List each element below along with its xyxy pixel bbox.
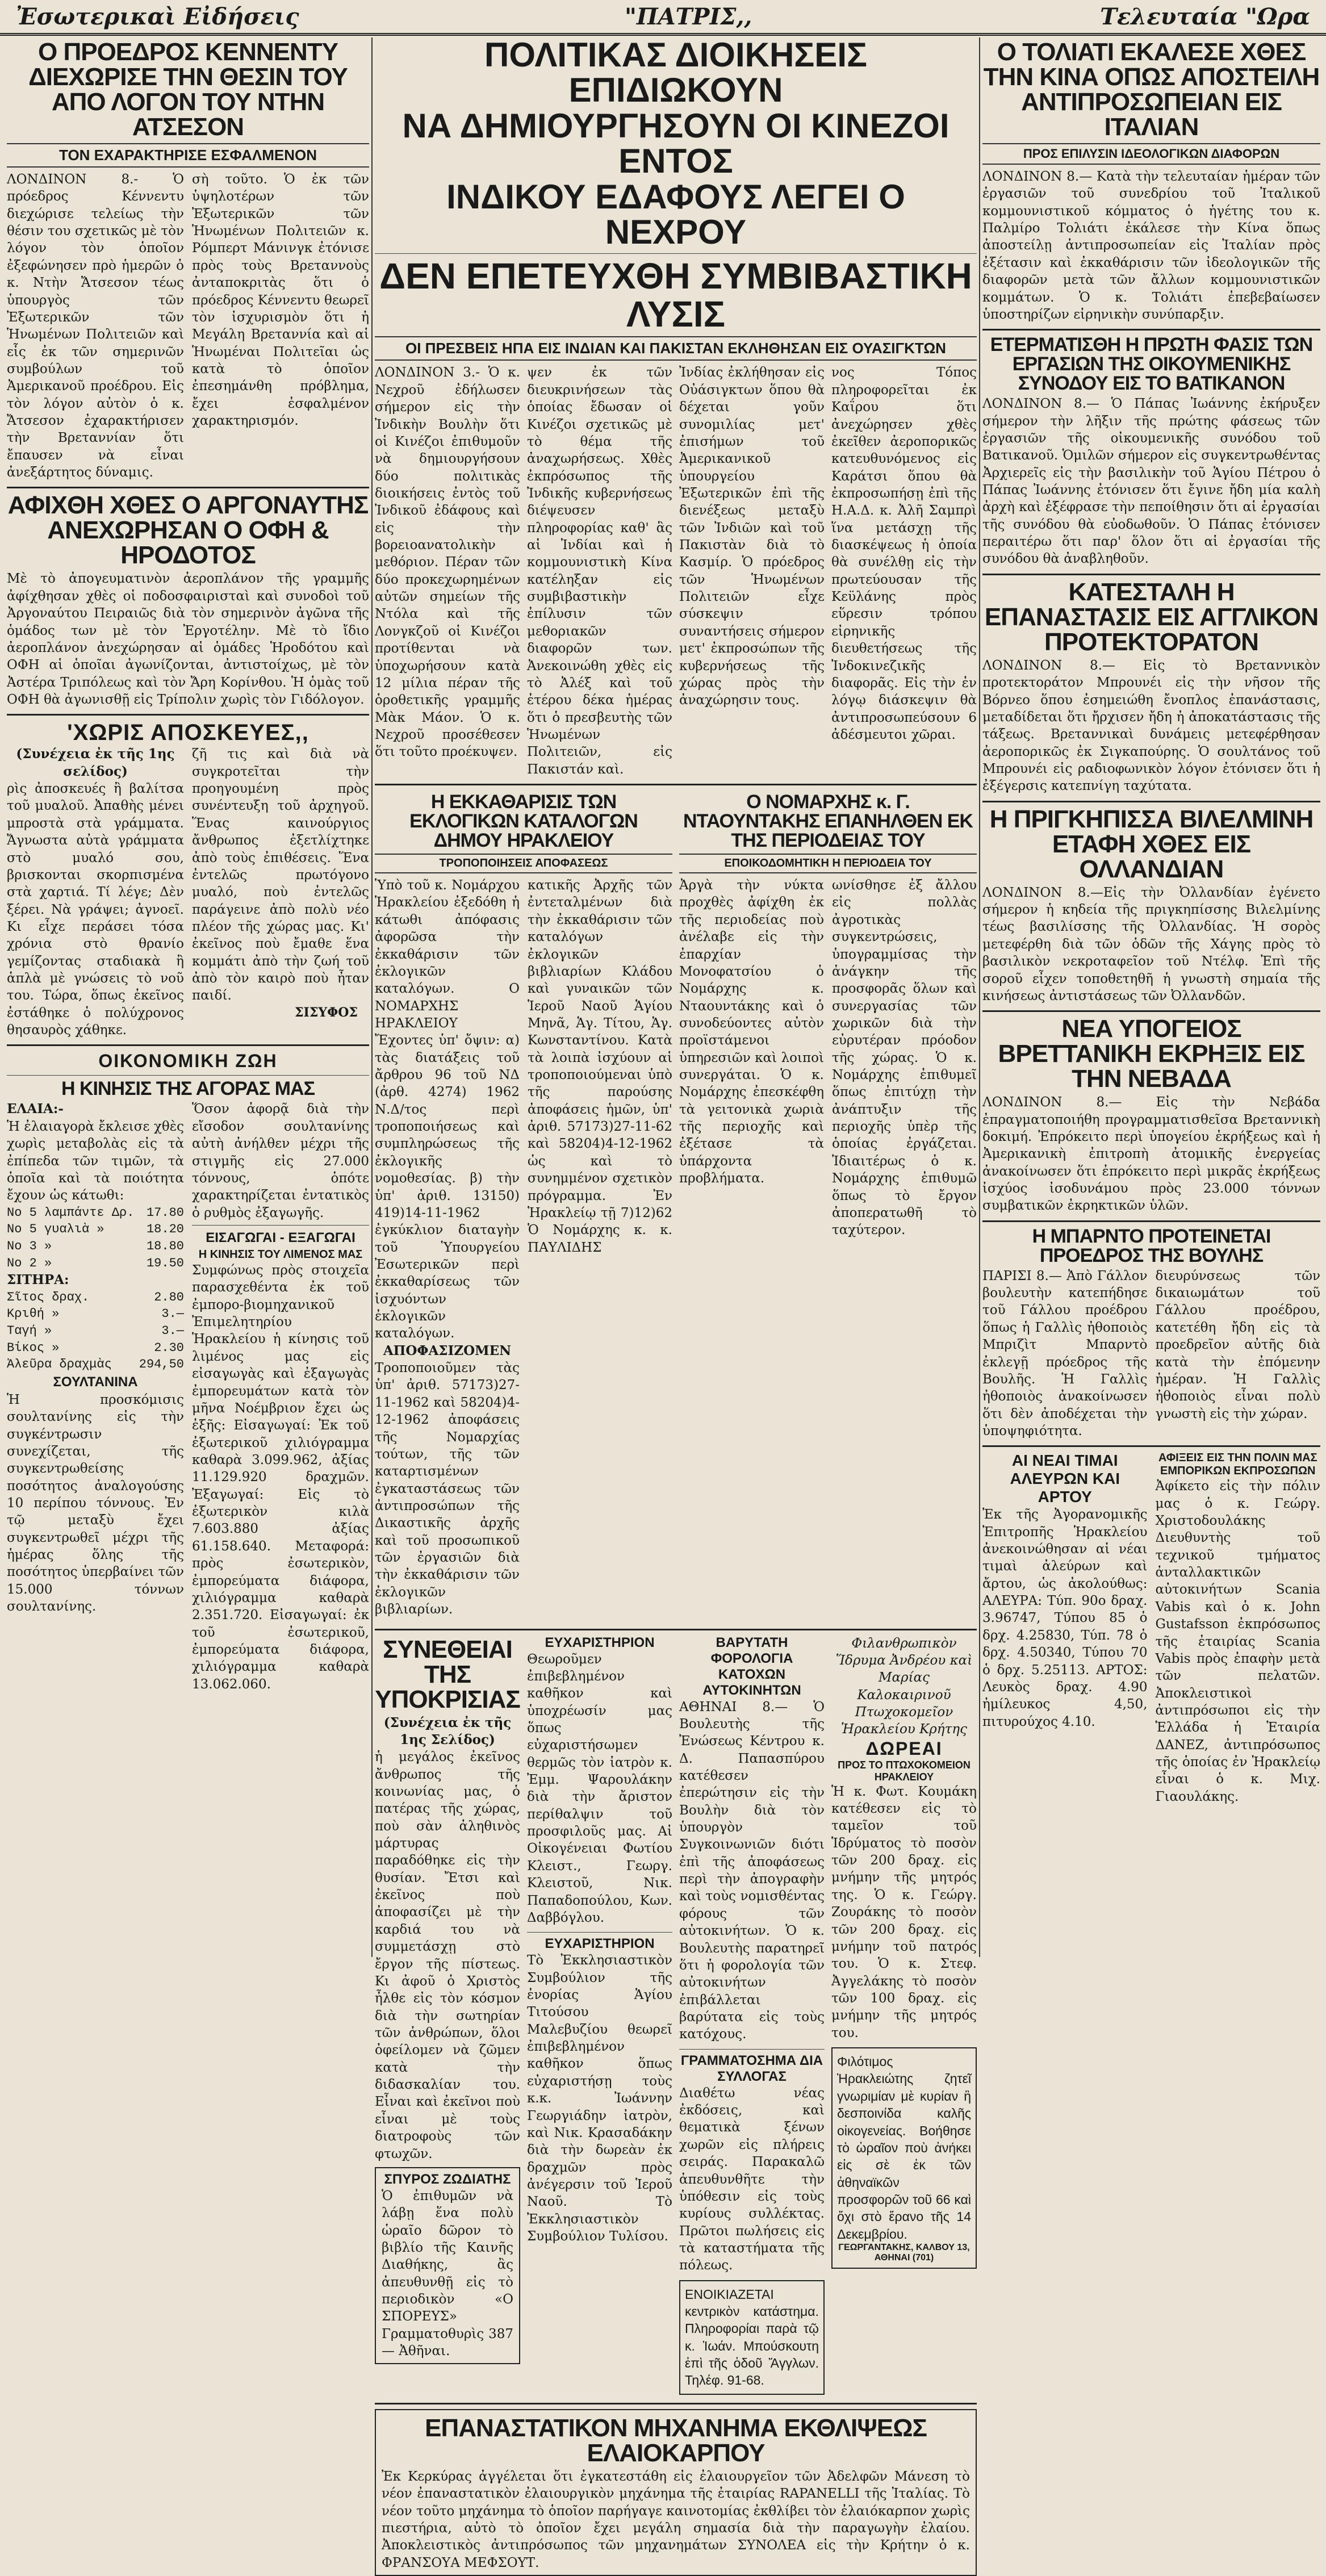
protektoraton-text: ΛΟΝΔΙΝΟΝ 8.— Εἰς τὸ Βρεταννικὸν προτεκτοράτον Μπρουνέι εἰς τὴν νῆσον τῆς Βόρνεο ὅπου ἐσημειώθη ἔνοπλος ἐπανάστασις, μεταδίδεται ὅτι ἤρχισεν ἤδη ἡ ἀποκατάστασις τῆς τάξεως. Βρεταννικαὶ δυνάμεις μετεφέρθησαν ἀεροπορικῶς ἐκ Σιγκαπούρης. Ὁ σουλτάνος τοῦ Μπρουνέι εἰς ραδιοφωνικὸν λόγον ἐτόνισεν ὅτι ἡ ἐξέγερσις κατεπνίγη ταχύτατα. [982, 658, 1320, 794]
article-ekkatharisis [375, 790, 672, 1618]
ekkatharisis-text-a: Ὑπὸ τοῦ κ. Νομάρχου Ἡρακλείου ἐξεδόθη ἡ κάτωθι ἀπόφασις ἀφορῶσα τὴν ἐκκαθάρισιν τῶν ἐκλογικῶν καταλόγων. Ο ΝΟΜΑΡΧΗΣ ΗΡΑΚΛΕΙΟΥ Ἔχοντες ὑπ' ὄψιν: α) τὰς διατάξεις τοῦ ἄρθρου 96 τοῦ ΝΔ (ἀρθ. 4274) 1962 Ν.Δ/τος περὶ τροποποιήσεως καὶ συμπληρώσεως τῆς ἐκλογικῆς νομοθεσίας. β) τὴν ὑπ' ἀριθ. 13150) 419)14-11-1962 ἐγκύκλιον διαταγὴν τοῦ Ὑπουργείου Ἐσωτερικῶν περὶ ἐκκαθαρίσεως τῶν ἰσχυόντων ἐκλογικῶν καταλόγων. [375, 878, 520, 1341]
banner-line-2: ΝΑ ΔΗΜΙΟΥΡΓΗΣΟΥΝ ΟΙ ΚΙΝΕΖΟΙ ΕΝΤΟΣ [402, 106, 949, 181]
price-row: Νο 5 γυαλιὰ » 18.20 [7, 1222, 184, 1237]
headline-protektoraton: ΚΑΤΕΣΤΑΛΗ Η ΕΠΑΝΑΣΤΑΣΙΣ ΕΙΣ ΑΓΓΛΙΚΟΝ ΠΡΟΤΕΚΤΟΡΑΤΟΝ [984, 578, 1319, 656]
xoris-text-a: ρὶς ἀποσκευές ἢ βαλίτσα τοῦ μυαλοῦ. Ἀπαθὴς μένει μπροστὰ στὰ γράμματα. Ἄγνωστα αὐτὰ γράμματα στὸ μυαλό σου, βρισκονται σκορπισμένα στὰ χαρτιά. Τί λέγε; Δὲν ξέρει. Νὰ γράψει; ἀγνοεῖ. Κι εἶχε περάσει τόσα χρόνια στὸ θρανίο γεμίζοντας σταδιακὰ ἢ ἁπλὰ μὲ γνώσεις τὸ νοῦ του. Τώρα, ὅπως ἐκεῖνος ἐστάθηκε ὁ πολύχρονος θησαυρὸς χάθηκε. [7, 781, 184, 1038]
article-synetheiai [375, 1637, 520, 2365]
varytati-text: ΑΘΗΝΑΙ 8.— Ὁ Βουλευτὴς τῆς Ἐνώσεως Κέντρου κ. Δ. Παπασπύρου κατέθεσεν ἐπερώτησιν εἰς τὴν Βουλὴν διὰ τὸν ὑπουργὸν Συγκοινωνιῶν διότι ἐπὶ τῆς ἀποφάσεως περὶ τὴν ἀπογραφὴν καὶ τοὺς νομισθέντας φόρους τῶν αὐτοκινήτων. Ὁ κ. Βουλευτὴς παρατηρεῖ ὅτι ἡ φορολογία τῶν αὐτοκινήτων ἐπιβάλλεται βαρύτατα εἰς τοὺς κατόχους. [679, 1699, 825, 2042]
article-economy [7, 1051, 369, 1693]
article-kennedy [7, 40, 369, 481]
banner-line-4: ΔΕΝ ΕΠΕΤΕΥΧΘΗ ΣΥΜΒΙΒΑΣΤΙΚΗ ΛΥΣΙΣ [379, 256, 972, 334]
sitira-title: ΣΙΤΗΡΑ: [7, 1272, 69, 1288]
exag-sub: Η ΚΙΝΗΣΙΣ ΤΟΥ ΛΙΜΕΝΟΣ ΜΑΣ [198, 1248, 363, 1261]
headline-ekkatharisis: Η ΕΚΚΑΘΑΡΙΣΙΣ ΤΩΝ ΕΚΛΟΓΙΚΩΝ ΚΑΤΑΛΟΓΩΝ ΔΗΜΟΥ ΗΡΑΚΛΕΙΟΥ [409, 791, 638, 852]
column-divider-1 [371, 37, 373, 1957]
nehru-text-b: ψεν ἐκ τῶν διευκρινήσεων τὰς ὁποίας ἔδωσαν οἱ Κινέζοι σχετικῶς μὲ τὸ θέμα τῆς ἀναχωρήσεως. Χθὲς ἐκπρόσωπος τῆς Ἰνδικῆς κυβερνήσεως διέψευσεν πληροφορίας καθ' ἃς αἱ Ἰνδίαι καὶ ἡ κομμουνιστικὴ Κίνα κατέληξαν εἰς συμβιβαστικὴν ἐπίλυσιν τῶν μεθοριακῶν διαφορῶν των. Ἀνεκοινώθη χθὲς εἰς τὸ Ἀλέξ καὶ τοῦ ἐτέρου δέκα ἡμέρας ὅτι ὁ πρεσβευτὴς τῶν Ἡνωμένων Πολιτειῶν, εἰς Πακιστάν καὶ. [527, 365, 672, 777]
oson-text: Ὅσον ἀφορᾷ διὰ τὴν εἴσοδον σουλτανίνης αὐτὴ ἀνήλθεν μέχρι τῆς στιγμῆς εἰς 27.000 τόννους, ὁπότε χαρακτηρίζεται ἐντατικὸς ὁ ρυθμὸς ἐξαγωγῆς. [192, 1102, 369, 1220]
price-row: Σῖτος δραχ. 2.80 [7, 1290, 184, 1304]
synetheiai-note: (Συνέχεια ἐκ τῆς 1ης Σελίδος) [383, 1714, 512, 1747]
subhead-nehru: ΟΙ ΠΡΕΣΒΕΙΣ ΗΠΑ ΕΙΣ ΙΝΔΙΑΝ ΚΑΙ ΠΑΚΙΣΤΑΝ ΕΚΛΗΘΗΣΑΝ ΕΙΣ ΟΥΑΣΙΓΚΤΩΝ [375, 336, 977, 361]
ekkatharisis-text-c: κατικῆς Ἀρχῆς τῶν ἐντεταλμένων διὰ τὴν ἐκκαθάρισιν τῶν καταλόγων ἐκλογικῶν βιβλιαρίων Κλάδου καὶ γυναικῶν τῶν Ἱεροῦ Ναοῦ Ἁγίου Μηνᾶ, Ἁγ. Τίτου, Ἁγ. Κωνσταντίνου. Κατὰ τὰ λοιπὰ ἰσχύουν αἱ τροποποιούμεναι ὑπὸ τῆς παρούσης ἀποφάσεις ἡμῶν, ὑπ' ἀριθ. 57173)27-11-62 καὶ 58204)4-12-1962 ὡς καὶ τὸ συνημμένον σχετικὸν πρόγραμμα. Ἐν Ἡρακλείῳ τῇ 7)12)62 Ὁ Νομάρχης κ. κ. ΠΑΥΛΙΔΗΣ [528, 878, 672, 1255]
price-row: Βίκος » 2.30 [7, 1340, 184, 1355]
headline-evxaristirion-2: ΕΥΧΑΡΙΣΤΗΡΙΟΝ [545, 1936, 655, 1952]
banner-line-3: ΙΝΔΙΚΟΥ ΕΔΑΦΟΥΣ ΛΕΓΕΙ Ο ΝΕΧΡΟΥ [446, 177, 905, 251]
headline-dorea: ΔΩΡΕΑΙ [865, 1738, 943, 1759]
subhead-nomarxis: ΕΠΟΙΚΟΔΟΜΗΤΙΚΗ Η ΠΕΡΙΟΔΕΙΑ ΤΟΥ [679, 854, 977, 873]
apofasizomen: ΑΠΟΦΑΣΙΖΟΜΕΝ [383, 1343, 512, 1358]
article-evxaristirion-1 [527, 1635, 672, 1927]
article-evxaristirion-2 [527, 1936, 672, 2245]
headline-nevada: ΝΕΑ ΥΠΟΓΕΙΟΣ ΒΡΕΤΤΑΝΙΚΗ ΕΚΡΗΞΙΣ ΕΙΣ ΤΗΝ ΝΕΒΑΔΑ [998, 1015, 1305, 1093]
article-mparnto [982, 1227, 1320, 1440]
mparnto-text-b: διευρύνσεως τῶν δικαιωμάτων τοῦ Γάλλου προέδρου, κατετέθη ἤδη εἰς τὰ προεδρεῖον αὐτῆς διὰ κατὰ τὴν ἐπόμενην ἡμέραν. Ἡ Γαλλὶς ἠθοποιὸς εἶναι πολὺ γνωστὴ εἰς τὴν χώραν. [1155, 1268, 1320, 1421]
aleyron-text: Ἐκ τῆς Ἀγορανομικῆς Ἐπιτροπῆς Ἡρακλείου ἀνεκοινώθησαν αἱ νέαι τιμαὶ ἀλεύρων καὶ ἄρτου, ὡς ἀκολούθως: ΑΛΕΥΡΑ: Τύπ. 90ο δραχ. 3.96747, Τύπου 85 ὁ δρχ. 4.25830, Τύπ. 78 ὁ δρχ. 4.50340, Τύπου 70 ὁ δρχ. 5.25113. ΑΡΤΟΣ: Λευκὸς δραχ. 4.90 ἠμίλευκος 4,50, πιτυρούχος 4.10. [982, 1507, 1148, 1729]
article-grammatosima [679, 2053, 825, 2274]
elaia-title: ΕΛΑΙΑ:- [7, 1101, 64, 1117]
section-economy: ΟΙΚΟΝΟΜΙΚΗ ΖΩΗ [98, 1051, 278, 1072]
article-nevada [982, 1017, 1320, 1215]
section-label-domestic: Ἐσωτερικαὶ Εἰδήσεις [16, 3, 299, 30]
nehru-text-d: νος Τόπος πληροφορεῖται ἐκ Καΐρου ὅτι ἀνεχώρησεν χθὲς ἐκεῖθεν ἀεροπορικῶς κατευθυνόμενος εἰς Καράτσι ὅπου θὰ ἐκπροσωπήσῃ ἐπὶ τῆς Η.Α.Δ. κ. Ἀλῆ Σαμπρὶ ἵνα μετάσχῃ τῆς διασκέψεως ἡ ὁποία θὰ συνέλθῃ εἰς τὴν πρωτεύουσαν τῆς Κεϋλάνης πρὸς εὕρεσιν τρόπου εἰρηνικῆς διευθετήσεως τῆς Ἰνδοκινεζικῆς διαφορᾶς. Εἰς τὴν ἐν λόγῳ διάσκεψιν θὰ ἀντιπροσωπεύσουν 6 ἀδέσμευτοι χῶραι. [831, 365, 977, 742]
headline-togliatti: Ο ΤΟΛΙΑΤΙ ΕΚΑΛΕΣΕ ΧΘΕΣ ΤΗΝ ΚΙΝΑ ΟΠΩΣ ΑΠΟΣΤΕΙΛΗ ΑΝΤΙΠΡΟΣΩΠΕΙΑΝ ΕΙΣ ΙΤΑΛΙΑΝ [983, 38, 1320, 141]
ad-filotimo [831, 2047, 977, 2269]
article-vatikanon [982, 335, 1320, 568]
article-togliatti [982, 40, 1320, 323]
dorea-text: Ἡ κ. Φωτ. Κουμάκη κατέθεσεν εἰς τὸ ταμεῖον τοῦ Ἱδρύματος τὸ ποσὸν τῶν 200 δραχ. εἰς μνήμην τῆς μητρός της. Ὁ κ. Γεώργ. Ζουράκης τὸ ποσὸν τῶν 200 δραχ. εἰς μνήμην τοῦ πατρός του. Ὁ κ. Στεφ. Ἀγγελάκης τὸ ποσὸν τῶν 100 δραχ. εἰς μνήμην τῆς μητρός του. [831, 1784, 977, 2040]
exag-title: ΕΙΣΑΓΩΓΑΙ - ΕΞΑΓΩΓΑΙ [206, 1230, 355, 1245]
subhead-dorea: ΠΡΟΣ ΤΟ ΠΤΩΧΟΚΟΜΕΙΟΝ ΗΡΑΚΛΕΙΟΥ [838, 1759, 971, 1783]
xoris-text-b: ζῆ τις καὶ διὰ νὰ συγκροτεῖται τὴν προηγουμένη πρὸς συνέντευξη τοῦ ἀρχηγοῦ. Ἕνας καινούργιος ἄνθρωπος ἐξετλίχτηκε ἀπὸ τοὺς ἐπιθέσεις. Ἕνα ἐντελῶς πρωτόγονο μυαλό, ποὺ ἐντελῶς παράγεινε ἀπὸ πολὺ νέο πλέον τῆς χώρας μας. Κι' ἐκεῖνος ποὺ ἔμαθε ἕνα κομμάτι ἀπὸ τὴν ζωή τοῦ ἀπὸ τὸν καιρὸ ποὺ ἦταν παιδί. [192, 747, 369, 1003]
subhead-kennedy: ΤΟΝ ΕΧΑΡΑΚΤΗΡΙΣΕ ΕΣΦΑΛΜΕΝΟΝ [7, 143, 369, 168]
afixeis-text: Ἀφίκετο εἰς τὴν πόλιν μας ὁ κ. Γεώργ. Χριστοδουλάκης Διευθυντὴς τοῦ τεχνικοῦ τμήματος ἀνταλλακτικῶν αὐτοκινήτων Scania Vabis καὶ ὁ κ. John Gustafsson ἐκπρόσωπος τῆς ἐταιρίας Scania Vabis πρὸς ἐπαφὴν μετὰ τῶν πελατῶν. Ἀποκλειστικοὶ ἀντιπρόσωποι εἰς τὴν Ἑλλάδα ἡ Ἑταιρία ΔΑΝΕΖ, ἀντιπρόσωπος τῆς ὁποίας ἐν Ἡρακλείῳ εἶναι ὁ κ. Μιχ. Γιαουλάκης. [1155, 1479, 1320, 1804]
price-row: Νο 2 » 19.50 [7, 1256, 184, 1270]
banner-line-1: ΠΟΛΙΤΙΚΑΣ ΔΙΟΙΚΗΣΕΙΣ ΕΠΙΔΙΩΚΟΥΝ [484, 36, 867, 110]
aris-text: Μὲ τὸ ἀπογευματινὸν ἀεροπλάνον τῆς γραμμῆς ἀφίχθησαν χθὲς οἱ ποδοσφαιρισταὶ καὶ συνοδοὶ τοῦ Ἀργοναύτου Πειραιῶς διὰ τὸν σημερινὸν ἀγῶνα τῆς ὁμάδος των μὲ τὸν Ἐργοτέλην. Μὲ τὸ ἴδιο ἀεροπλάνον ἀνεχώρησαν αἱ ὁμάδες Ἡροδότου καὶ ΟΦΗ αἱ ὁποῖαι ἀγωνίζονται, ἀντιστοίχως, μὲ τὸν Ἀστέρα Τριπόλεως καὶ τὸν Ἄρη Κορίνθου. Ἡ ὁμὰς τοῦ ΟΦΗ θὰ ἀγωνισθῇ εἰς Τρίπολιν χωρὶς τὸν Γιδόλογον. [7, 571, 369, 707]
price-row: Νο 5 λαμπάντε Δρ. 17.80 [7, 1205, 184, 1220]
elaia-text: Ἡ ἐλαιαγορὰ ἔκλεισε χθὲς χωρὶς μεταβολὰς εἰς τὰ ἐπίπεδα τῶν τιμῶν, τὰ ὁποῖα καὶ τὰ ποιότητα ἔχουν ὡς κάτωθι: [7, 1119, 184, 1203]
evxaristirion-2-text: Τὸ Ἐκκλησιαστικὸν Συμβούλιον τῆς ἐνορίας Ἁγίου Τιτούσου Μαλεβυζίου θεωρεῖ ἐπιβεβλημένον καθῆκον ὅπως εὐχαριστήσῃ τοὺς κ.κ. Ἰωάννην Γεωργιάδην ἰατρὸν, καὶ Νικ. Κρασαδάκην διὰ τὴν δωρεὰν ἐκ δραχμῶν πρὸς ἀνέγερσιν τοῦ Ἱεροῦ Ναοῦ. Τὸ Ἐκκλησιαστικὸν Συμβούλιον Τυλίσου. [527, 1953, 672, 2244]
epanastatikon-text: Ἐκ Κερκύρας ἀγγέλεται ὅτι ἐγκατεστάθη εἰς ἐλαιουργεῖον τῶν Ἀδελφῶν Μάνεση τὸ νέον ἐπαναστατικὸν ἐλαιουργικὸν μηχάνημα τῆς ἐταιρίας RAPANELLI τῆς Ἰταλίας. Τὸ νέον τοῦτο μηχάνημα τὸ ὁποῖον παρήγαγε καινοτομίας ἐκθλίβει τὸν ἐλαιόκαρπον χωρὶς πιεστήρια, αὐτὸ τὸ ὁποῖον ἔχει μεγάλη σημασία διὰ τὴν παραγωγὴν ἐλαίου. Ἀποκλειστικὸς ἀντιπρόσωπος τῶν μηχανημάτων ΣΥΝΟΛΕΑ εἰς τὴν Κρήτην ὁ κ. ΦΡΑΝΣΟΥΑ ΜΕΦΣΟΥΤ. [382, 2469, 970, 2570]
headline-market: Η ΚΙΝΗΣΙΣ ΤΗΣ ΑΓΟΡΑΣ ΜΑΣ [61, 1078, 315, 1100]
article-afixeis [1156, 1452, 1321, 1805]
nehru-text-a: ΛΟΝΔΙΝΟΝ 3.- Ὁ κ. Νεχροῦ ἐδήλωσεν σήμερον εἰς τὴν Ἰνδικὴν Βουλὴν ὅτι οἱ Κινέζοι ἐπιθυμοῦν νὰ δημιουργήσουν δύο πολιτικὰς διοικήσεις ἐντὸς τοῦ Ἰνδικοῦ ἐδάφους καὶ εἰς τὴν βορειοανατολικὴν μεθόριον. Πέραν τῶν δύο προκεχωρημένων αὐτῶν σημείων τῆς Ντόλα καὶ τῆς Λονγκζοῦ οἱ Κινέζοι προτίθενται νὰ ὑποχωρήσουν κατὰ 12 μίλια πέραν τῆς ὁροθετικῆς γραμμῆς Μὰκ Μάον. Ὁ κ. Νεχροῦ προσέθεσεν ὅτι τοῦτο προέκυψεν. [375, 365, 520, 760]
spiros-title: ΣΠΥΡΟΣ ΖΩΔΙΑΤΗΣ [384, 2171, 511, 2187]
article-nomarxis [679, 790, 977, 1618]
ad-enoikiazetai [679, 2280, 825, 2395]
article-epanastatikon [375, 2409, 977, 2576]
nevada-text: ΛΟΝΔΙΝΟΝ 8.— Εἰς τὴν Νεβάδα ἐπραγματοποιήθη προγραμματισθεῖσα Βρεταννικὴ δοκιμή. Ἐπρόκειτο περὶ ὑπογείου ἐκρήξεως καὶ ἡ Ἀμερικανικὴ ἐπιτροπὴ ἀτομικῆς ἐνεργείας ἀνακοίνωσεν ὅτι ἐπρόκειτο περὶ μικρᾶς ἐκρήξεως ἰσχύος ἰσοδυνάμου πρὸς 23.000 τόννων συμβατικῶν ἐκρηκτικῶν ὑλῶν. [982, 1095, 1320, 1214]
column-left [7, 37, 369, 1957]
price-row: Ταγή » 3.— [7, 1324, 184, 1339]
synetheiai-text: ἡ μεγάλος ἐκεῖνος ἄνθρωπος τῆς κοινωνίας μας, ὁ πατέρας τῆς χώρας, ποὺ σὰν ἀληθινὸς μάρτυρας παραδόθηκε εἰς τὴν θυσίαν. Ἔτσι καὶ ἐκεῖνος ποὺ ἀποφασίζει μὲ τὴν καρδιά του νὰ συμμετάσχῃ στὸ ἔργον τῆς πίστεως. Κι ἀφοῦ ὁ Χριστὸς ἦλθε εἰς τὸν κόσμον διὰ τὴν σωτηρίαν τῶν ἀνθρώπων, ὅλοι ὀφείλομεν νὰ ζῶμεν κατὰ τὴν διδασκαλίαν του. Εἶναι καὶ ἐκεῖνοι ποὺ εἶναι μὲ τοὺς διατροφοὺς τῶν φτωχῶν. [375, 1750, 520, 2161]
evxaristirion-1-text: Θεωροῦμεν ἐπιβεβλημένον καθῆκον καὶ ὑποχρέωσίν μας ὅπως εὐχαριστήσωμεν θερμῶς τὸν ἰατρὸν κ. Ἐμμ. Ψαρουλάκην διὰ τὴν ἄριστον περίθαλψιν τοῦ προσφιλοῦς μας. Αἱ Οἰκογένειαι Φωτίου Κλειστ., Γεωργ. Κλειστοῦ, Νικ. Παπαδοπούλου, Κων. Δαββόγλου. [527, 1651, 672, 1925]
newspaper-title: "ΠΑΤΡΙΣ,, [625, 3, 752, 30]
headline-epanastatikon: ΕΠΑΝΑΣΤΑΤΙΚΟΝ ΜΗΧΑΝΗΜΑ ΕΚΘΛΙΨΕΩΣ ΕΛΑΙΟΚΑΡΠΟΥ [425, 2414, 927, 2467]
column-divider-2 [979, 37, 980, 1957]
nehru-text-c: Ἰνδίας ἐκλήθησαν εἰς Οὐάσιγκτων ὅπου θὰ δέχεται γοῦν συνομιλίας μετ' ἐπισήμων τοῦ Ἀμερικανικοῦ ὑπουργείου Ἐξωτερικῶν ἐπὶ τῆς διενέξεως μεταξὺ τῶν Ἰνδιῶν καὶ τοῦ Πακιστὰν διὰ τὸ Κασμίρ. Ὁ πρόεδρος τῶν Ἡνωμένων Πολιτειῶν εἶχε σύσκεψιν συναντήσεις σήμερον μετ' ἐκπροσώπων τῆς κυβερνήσεως τῆς χώρας πρὸς τὴν ἀναχώρησιν τους. [679, 365, 825, 708]
headline-evxaristirion-1: ΕΥΧΑΡΙΣΤΗΡΙΟΝ [545, 1634, 655, 1650]
column-right [982, 37, 1320, 1957]
article-dorea [831, 1635, 977, 2042]
article-varytati [679, 1635, 825, 2043]
subhead-togliatti: ΠΡΟΣ ΕΠΙΛΥΣΙΝ ΙΔΕΟΛΟΓΙΚΩΝ ΔΙΑΦΟΡΩΝ [982, 143, 1320, 165]
article-protektoraton [982, 580, 1320, 795]
subhead-ekkatharisis: ΤΡΟΠΟΠΟΙΗΣΕΙΣ ΑΠΟΦΑΣΕΩΣ [375, 854, 672, 873]
filotimo-addr: ΓΕΩΡΓΑΝΤΑΚΗΣ, ΚΑΛΒΟΥ 13, ΑΘΗΝΑΙ (701) [838, 2243, 970, 2263]
headline-mparnto: Η ΜΠΑΡΝΤΟ ΠΡΟΤΕΙΝΕΤΑΙ ΠΡΟΕΔΡΟΣ ΤΗΣ ΒΟΥΛΗΣ [1032, 1225, 1271, 1266]
headline-vilemini: Η ΠΡΙΓΚΗΠΙΣΣΑ ΒΙΛΕΛΜΙΝΗ ΕΤΑΦΗ ΧΘΕΣ ΕΙΣ ΟΛΛΑΝΔΙΑΝ [989, 805, 1314, 883]
xoris-signature: ΣΙΣΥΦΟΣ [295, 1005, 358, 1020]
vilemini-text: ΛΟΝΔΙΝΟΝ 8.—Εἰς τὴν Ὀλλανδίαν ἐγένετο σήμερον ἡ κηδεία τῆς πριγκηπίσσης Βιλελμίνης τέως βασιλίσσης τῆς Ὀλλανδίας. Ἡ σορὸς μετεφέρθη διὰ τῶν ὁδῶν τῆς Χάγης πρὸς τὸ βασιλικὸν νεκροταφεῖον τοῦ Ντέλφ. Ἐπὶ τῆς σοροῦ εἶχεν τοποθετηθῆ ἡ γνωστὴ σημαία τῆς κινήσεως ἀντιστάσεως τῶν Ὀλλανδῶν. [982, 885, 1320, 1003]
headline-nomarxis: Ο ΝΟΜΑΡΧΗΣ κ. Γ. ΝΤΑΟΥΝΤΑΚΗΣ ΕΠΑΝΗΛΘΕΝ ΕΚ ΤΗΣ ΠΕΡΙΟΔΕΙΑΣ ΤΟΥ [683, 791, 973, 852]
price-row: Κριθή » 3.— [7, 1307, 184, 1322]
dorea-org: Φιλανθρωπικὸν Ἵδρυμα Ἀνδρέου καὶ Μαρίας Καλοκαιρινοῦ Πτωχοκομεῖον Ἡρακλείου Κρήτης [835, 1636, 973, 1737]
article-vilemini [982, 807, 1320, 1005]
headline-aleyron: ΑΙ ΝΕΑΙ ΤΙΜΑΙ ΑΛΕΥΡΩΝ ΚΑΙ ΑΡΤΟΥ [1010, 1452, 1120, 1506]
headline-afixeis: ΑΦΙΞΕΙΣ ΕΙΣ ΤΗΝ ΠΟΛΙΝ ΜΑΣ ΕΜΠΟΡΙΚΩΝ ΕΚΠΡΟΣΩΠΩΝ [1158, 1452, 1317, 1478]
headline-aris: ΑΦΙΧΘΗ ΧΘΕΣ Ο ΑΡΓΟΝΑΥΤΗΣ ΑΝΕΧΩΡΗΣΑΝ Ο ΟΦΗ & ΗΡΟΔΟΤΟΣ [7, 491, 369, 570]
xoris-note: (Συνέχεια ἐκ τῆς 1ης σελίδος) [16, 746, 175, 779]
olive-price-list [7, 1205, 184, 1272]
togliatti-text: ΛΟΝΔΙΝΟΝ 8.— Κατὰ τὴν τελευταίαν ἡμέραν τῶν ἐργασιῶν τοῦ συνεδρίου τοῦ Ἰταλικοῦ κομμουνιστικοῦ κόμματος ὁ ἡγέτης του κ. Παλμίρο Τολιάτι ἐκάλεσε τὴν Κίνα ὅπως ἀποστείλῃ ἀντιπροσωπείαν εἰς Ἰταλίαν πρὸς ἐξέτασιν καὶ ἐκκαθάρισιν τῶν ἰδεολογικῶν τῆς διαφορῶν μετὰ τῶν ἄλλων κομμουνιστικῶν κομμάτων. Ὁ κ. Τολιάτι ἐπεβεβαίωσεν ὑποστηρίζων εἰρηνικὴν συνύπαρξιν. [982, 169, 1320, 322]
spiros-box [375, 2167, 520, 2365]
vatikanon-text: ΛΟΝΔΙΝΟΝ 8.— Ὁ Πάπας Ἰωάννης ἐκήρυξεν σήμερον τὴν λῆξιν τῆς πρώτης φάσεως τῶν ἐργασιῶν τῆς οἰκουμενικῆς συνόδου τοῦ Βατικανοῦ. Ὁμιλῶν σήμερον εἰς συγκεντρωθέντας Ἀρχιερεῖς εἰς τὴν βασιλικὴν τοῦ Ἁγίου Πέτρου ὁ Πάπας Ἰωάννης ἐτόνισεν ὅτι ἔγινε ἤδη μία καλὴ ἀρχὴ καὶ ἐξέφρασε τὴν πεποίθησιν ὅτι αἱ ἐργασίαι τῆς συνόδου θὰ εὐοδωθοῦν. Ὁ Πάπας ἐτόνισεν περαιτέρω ὅτι παρ' ὅλον ὅτι αἱ ἐργασίαι τῆς συνόδου θὰ ἀναβληθοῦν. [982, 396, 1320, 567]
section-label-latest: Τελευταία "Ωρα [1100, 3, 1310, 30]
column-center [375, 36, 977, 2570]
headline-vatikanon: ΕΤΕΡΜΑΤΙΣΘΗ Η ΠΡΩΤΗ ΦΑΣΙΣ ΤΩΝ ΕΡΓΑΣΙΩΝ ΤΗΣ ΟΙΚΟΥΜΕΝΙΚΗΣ ΣΥΝΟΔΟΥ ΕΙΣ ΤΟ ΒΑΤΙΚΑΝΟΝ [990, 334, 1313, 395]
mparnto-text-a: ΠΑΡΙΣΙ 8.— Ἀπὸ Γάλλον βουλευτὴν κατεπήδησε τοῦ Γάλλου προέδρου ὅπως ἡ Γαλλὶς ἠθοποιὸς Μπριζὶτ Μπαρντὸ ἐκλεγῇ πρόεδρος τῆς Βουλῆς. Ἡ Γαλλὶς ἠθοποιὸς ἀνακοίνωσεν ὅτι δὲν ἀποδέχεται τὴν ὑποψηφιότητα. [982, 1268, 1148, 1438]
article-aleyron [982, 1452, 1148, 1730]
soultanina-title: ΣΟΥΛΤΑΝΙΝΑ [53, 1374, 138, 1390]
headline-grammatosima: ΓΡΑΜΜΑΤΟΣΗΜΑ ΔΙΑ ΣΥΛΛΟΓΑΣ [680, 2052, 823, 2084]
kennedy-text-b: σὴ τοῦτο. Ὁ ἐκ τῶν ὑψηλοτέρων τῶν Ἐξωτερικῶν τῶν Ἡνωμένων Πολιτειῶν κ. Ρόμπερτ Μάνινγκ ἐτόνισε πρὸς τοὺς Βρεταννοὺς ἀνταποκριτὰς ὅτι ὁ πρόεδρος Κέννεντυ θεωρεῖ τὸν ἰσχυρισμὸν ὅτι ἡ Μεγάλη Βρεταννία καὶ αἱ Ἡνωμέναι Πολιτεῖαι ὡς κατὰ τὸ ὁποῖον ἐπεσημάνθη πρόβλημα, ἔχει ἐσφαλμένον χαρακτηρισμόν. [192, 172, 369, 429]
headline-xoris: 'ΧΩΡΙΣ ΑΠΟΣΚΕΥΕΣ,, [67, 720, 309, 746]
kennedy-text-a: ΛΟΝΔΙΝΟΝ 8.- Ὁ πρόεδρος Κέννεντυ διεχώρισε τελείως τὴν θέσιν του σχετικῶς μὲ τὸν λόγον τὸν ὁποῖον ἐξεφώνησεν πρὸ ἡμερῶν ὁ κ. Ντὴν Ἄτσεσον τέως ὑπουργὸς τῶν Ἐξωτερικῶν τῶν Ἡνωμένων Πολιτειῶν καὶ εἷς ἐκ τῶν σημερινῶν συμβούλων τοῦ Ἀμερικανοῦ προέδρου. Εἰς τὸν λόγον αὐτὸν ὁ κ. Ἄτσεσον ἐχαρακτήρισεν τὴν Βρεταννίαν ὅτι ἔπαυσεν νὰ εἶναι ἀνεξάρτητος δύναμις. [7, 172, 184, 480]
enoikiazetai-text: ΕΝΟΙΚΙΑΖΕΤΑΙ κεντρικὸν κατάστημα. Πληροφορίαι παρὰ τῷ κ. Ἰωάν. Μπούσκουτη ἐπὶ τῆς ὁδοῦ Ἄγγλων. Τηλέφ. 91-68. [685, 2286, 819, 2388]
price-row: Ἀλεῦρα δραχμὰς 294,50 [7, 1357, 184, 1372]
headline-kennedy: Ο ΠΡΟΕΔΡΟΣ ΚΕΝΝΕΝΤΥ ΔΙΕΧΩΡΙΣΕ ΤΗΝ ΘΕΣΙΝ ΤΟΥ ΑΠΟ ΛΟΓΟΝ ΤΟΥ ΝΤΗΝ ΑΤΣΕΣΟΝ [28, 38, 348, 141]
exag-text: Συμφώνως πρὸς στοιχεῖα παρασχεθέντα ἐκ τοῦ ἐμπορο-βιομηχανικοῦ Ἐπιμελητηρίου Ἡρακλείου ἡ κίνησις τοῦ λιμένος μας εἰς εἰσαγωγὰς καὶ ἐξαγωγὰς ἐμπορευμάτων κατὰ τὸν μῆνα Νοέμβριον ἔχει ὡς ἑξῆς: Εἰσαγωγαί: Ἐκ τοῦ ἐξωτερικοῦ χιλιόγραμμα καθαρὰ 3.099.962, ἀξίας 11.129.920 δραχμῶν. Ἐξαγωγαί: Εἰς τὸ ἐξωτερικὸν κιλὰ 7.603.880 ἀξίας 61.158.640. Μεταφορά: πρὸς ἐσωτερικὸν, ἐμπορεύματα διάφορα, χιλιόγραμμα καθαρὰ 2.351.720. Εἰσαγωγαί: ἐκ τοῦ ἐσωτερικοῦ, ἐμπορεύματα διάφορα, χιλιόγραμμα καθαρὰ 13.062.060. [192, 1263, 369, 1692]
grammatosima-text: Διαθέτω νέας ἐκδόσεις, καὶ θεματικὰ ξένων χωρῶν εἰς πλήρεις σειράς. Παρακαλῶ ἀπευθυνθῆτε τὴν ὑπόθεσιν εἰς τοὺς κυρίους συλλέκτας. Πρῶτοι πωλήσεις εἰς τὰ καταστήματα τῆς πόλεως. [679, 2085, 825, 2273]
nomarxis-text-b: ωνίσθησε ἐξ ἄλλου εἰς πολλὰς ἀγροτικὰς συγκεντρώσεις, ὑπογραμμίσας τὴν ἀνάγκην τῆς προσφορᾶς ὅλων καὶ συνεργασίας τῶν χωρικῶν διὰ τὴν εὐρυτέραν πρόοδον τῆς χώρας. Ὁ κ. Νομάρχης ἐπιθυμεῖ ὅπως ἐπιτύχῃ τὴν ἀνάπτυξιν τῆς περιοχῆς ὑπὲρ τῆς ὁποίας ἐργάζεται. Ἰδιαιτέρως ὁ κ. Νομάρχης ἐπιθυμῶ ὅπως τὸ ἔργον ἀποπερατωθῆ τὸ ταχύτερον. [832, 878, 977, 1238]
nomarxis-text-a: Ἀργὰ τὴν νύκτα προχθὲς ἀφίχθη ἐκ τῆς περιοδείας ποὺ ἀνέλαβε εἰς τὴν ἐπαρχίαν Μονοφατσίου ὁ Νομάρχης κ. Νταουντάκης καὶ ὁ συνοδεύοντες αὐτὸν προϊστάμενοι ὑπηρεσιῶν καὶ λοιποὶ συνεργάται. Ὁ κ. Νομάρχης ἐπεσκέφθη τὰ γειτονικὰ χωριὰ τῆς περιοχῆς καὶ ἐξέτασε τὰ ὑπάρχοντα προβλήματα. [679, 878, 824, 1186]
masthead-bar [0, 0, 1326, 36]
ekkatharisis-text-b: Τροποποιοῦμεν τὰς ὑπ' ἀριθ. 57173)27-11-1962 καὶ 58204)4-12-1962 ἀποφάσεις τῆς Νομαρχίας τούτων, τῆς τῶν καταρτισμένων ἐγκαταστάσεως τῶν ἀντιπροσώπων τῆς Δικαστικῆς ἀρχῆς καὶ τοῦ προσωπικοῦ τῶν ἐργασιῶν διὰ τὴν ἐκκαθάρισιν τῶν ἐκλογικῶν βιβλιαρίων. [375, 1361, 520, 1617]
filotimo-text: Φιλότιμος Ἡρακλειώτης ζητεῖ γνωριμίαν μὲ κυρίαν ἢ δεσποινίδα καλῆς οἰκογενείας. Βοήθησε τὸ ὡραῖον ποὺ ἀνήκει εἰς σὲ ἐκ τῶν ἀθηναϊκῶν προσφορῶν τοῦ 66 καὶ ὄχι στὸ ἔρανο τῆς 14 Δεκεμβρίου. [837, 2054, 971, 2242]
article-xoris [7, 720, 369, 1039]
grain-price-list [7, 1289, 184, 1373]
article-aris [7, 493, 369, 708]
spiros-text: Ὁ ἐπιθυμῶν νὰ λάβῃ ἕνα πολὺ ὡραῖο δῶρον τὸ βιβλίο τῆς Καινῆς Διαθήκης, ἂς ἀπευθυνθῇ εἰς τὸ περιοδικὸν «Ο ΣΠΟΡΕΥΣ» Γραμματοθυρὶς 387— Ἀθῆναι. [382, 2188, 513, 2359]
soultanina-text: Ἡ προσκόμισις σουλτανίνης εἰς τὴν συγκέντρωσιν συνεχίζεται, τῆς συγκεντρωθείσης ποσότητος ἀναλογούσης 10 περίπου τόννους. Ἐν τῷ μεταξὺ ἔχει συγκεντρωθεῖ μέχρι τῆς ἡμέρας ὅλης τῆς ποσότητος ὑπερβαίνει τῶν 15.000 τόννων σουλτανίνης. [7, 1392, 184, 1615]
headline-synetheiai: ΣΥΝΕΘΕΙΑΙ ΤΗΣ ΥΠΟΚΡΙΣΙΑΣ [375, 1635, 520, 1713]
headline-varytati: ΒΑΡΥΤΑΤΗ ΦΟΡΟΛΟΓΙΑ ΚΑΤΟΧΩΝ ΑΥΤΟΚΙΝΗΤΩΝ [702, 1634, 801, 1698]
price-row: Νο 3 » 18.80 [7, 1239, 184, 1253]
article-nehru [375, 37, 977, 778]
